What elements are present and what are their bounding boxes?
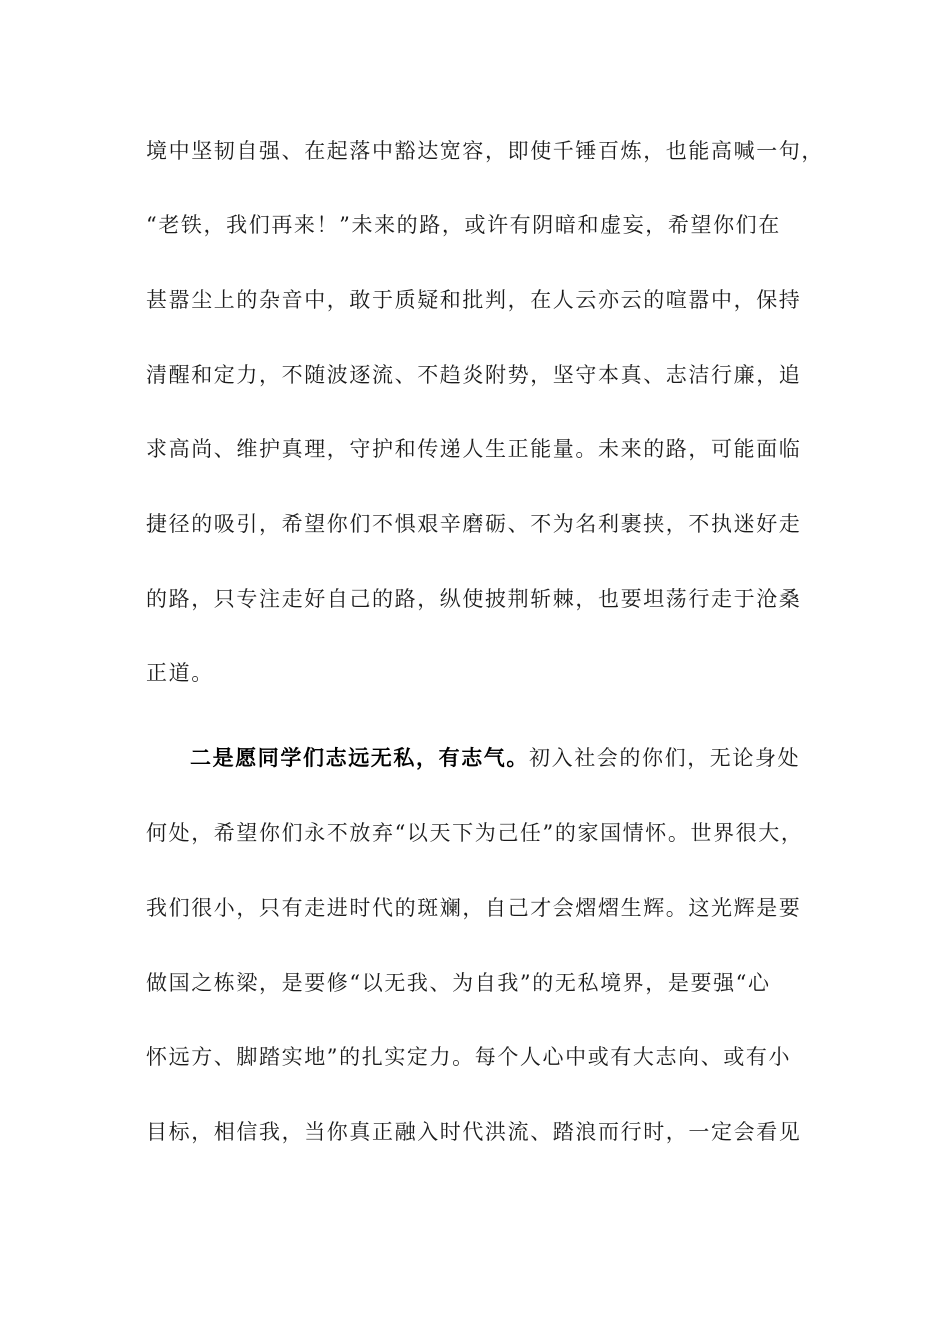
paragraph-2-line-1-text: 初入社会的你们，无论身处 <box>529 746 801 770</box>
paragraph-2-line-4: 做国之栋梁，是要修“以无我、为自我”的无私境界，是要强“心 <box>146 971 771 995</box>
paragraph-2-line-5: 怀远方、脚踏实地”的扎实定力。每个人心中或有大志向、或有小 <box>146 1045 792 1069</box>
paragraph-1-line-4: 清醒和定力，不随波逐流、不趋炎附势，坚守本真、志洁行廉，追 <box>146 363 802 387</box>
paragraph-2-line-6: 目标，相信我，当你真正融入时代洪流、踏浪而行时，一定会看见 <box>146 1120 802 1144</box>
paragraph-1-line-3: 甚嚣尘上的杂音中，敢于质疑和批判，在人云亦云的喧嚣中，保持 <box>146 288 802 312</box>
paragraph-1-line-8: 正道。 <box>146 661 214 685</box>
paragraph-2-heading: 二是愿同学们志远无私，有志气。 <box>190 745 529 770</box>
paragraph-1-line-1: 境中坚韧自强、在起落中豁达宽容，即使千锤百炼，也能高喊一句， <box>146 139 824 163</box>
paragraph-2-line-2: 何处，希望你们永不放弃“以天下为己任”的家国情怀。世界很大， <box>146 821 804 845</box>
paragraph-2-line-3: 我们很小，只有走进时代的斑斓，自己才会熠熠生辉。这光辉是要 <box>146 896 802 920</box>
paragraph-2-line-1 <box>190 743 800 773</box>
paragraph-1-line-2: “老铁，我们再来！”未来的路，或许有阴暗和虚妄，希望你们在 <box>146 213 781 237</box>
paragraph-1-line-7: 的路，只专注走好自己的路，纵使披荆斩棘，也要坦荡行走于沧桑 <box>146 587 802 611</box>
paragraph-1-line-5: 求高尚、维护真理，守护和传递人生正能量。未来的路，可能面临 <box>146 437 802 461</box>
paragraph-1-line-6: 捷径的吸引，希望你们不惧艰辛磨砺、不为名利裹挟，不执迷好走 <box>146 512 802 536</box>
